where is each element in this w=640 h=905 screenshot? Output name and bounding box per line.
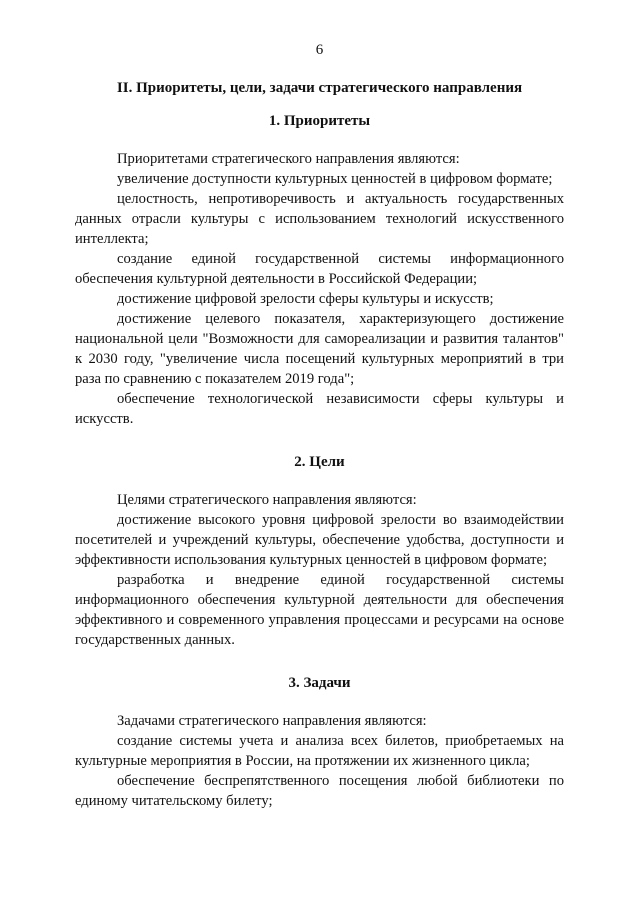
paragraph: разработка и внедрение единой государственной системы информационного обеспечения культурной деятельности для обеспечения эффективного и современного управления процессами и ресурсами на основе государственных данных. [75, 572, 564, 648]
paragraph: достижение цифровой зрелости сферы культуры и искусств; [117, 291, 494, 307]
paragraph: Задачами стратегического направления являются: [117, 713, 427, 729]
section-tasks-body [75, 711, 564, 811]
page-number: 6 [315, 42, 324, 58]
section-title-tasks: 3. Задачи [288, 675, 351, 691]
section-goals-body [75, 490, 564, 650]
paragraph: обеспечение технологической независимости сферы культуры и искусств. [75, 391, 564, 427]
paragraph: Приоритетами стратегического направления являются: [117, 151, 460, 167]
paragraph: обеспечение беспрепятственного посещения любой библиотеки по единому читательскому билету; [75, 773, 564, 809]
paragraph: увеличение доступности культурных ценностей в цифровом формате; [117, 171, 553, 187]
section-title-goals: 2. Цели [294, 454, 345, 470]
paragraph: Целями стратегического направления являются: [117, 492, 417, 508]
paragraph: создание системы учета и анализа всех билетов, приобретаемых на культурные мероприятия в России, на протяжении их жизненного цикла; [75, 733, 564, 769]
section-title-priorities: 1. Приоритеты [268, 113, 371, 129]
paragraph: целостность, непротиворечивость и актуальность государственных данных отрасли культуры с использованием технологий искусственного интеллекта; [75, 191, 564, 247]
section-priorities-body [75, 149, 564, 429]
paragraph: создание единой государственной системы информационного обеспечения культурной деятельности в Российской Федерации; [75, 251, 564, 287]
chapter-title: II. Приоритеты, цели, задачи стратегического направления [116, 80, 523, 96]
paragraph: достижение целевого показателя, характеризующего достижение национальной цели "Возможности для самореализации и развития талантов" к 2030 году, "увеличение числа посещений культурных мероприятий в три раза по сравнению с показателем 2019 года"; [75, 311, 564, 387]
paragraph: достижение высокого уровня цифровой зрелости во взаимодействии посетителей и учреждений культуры, обеспечение удобства, доступности и эффективности использования культурных ценностей в цифровом формате; [75, 512, 564, 568]
